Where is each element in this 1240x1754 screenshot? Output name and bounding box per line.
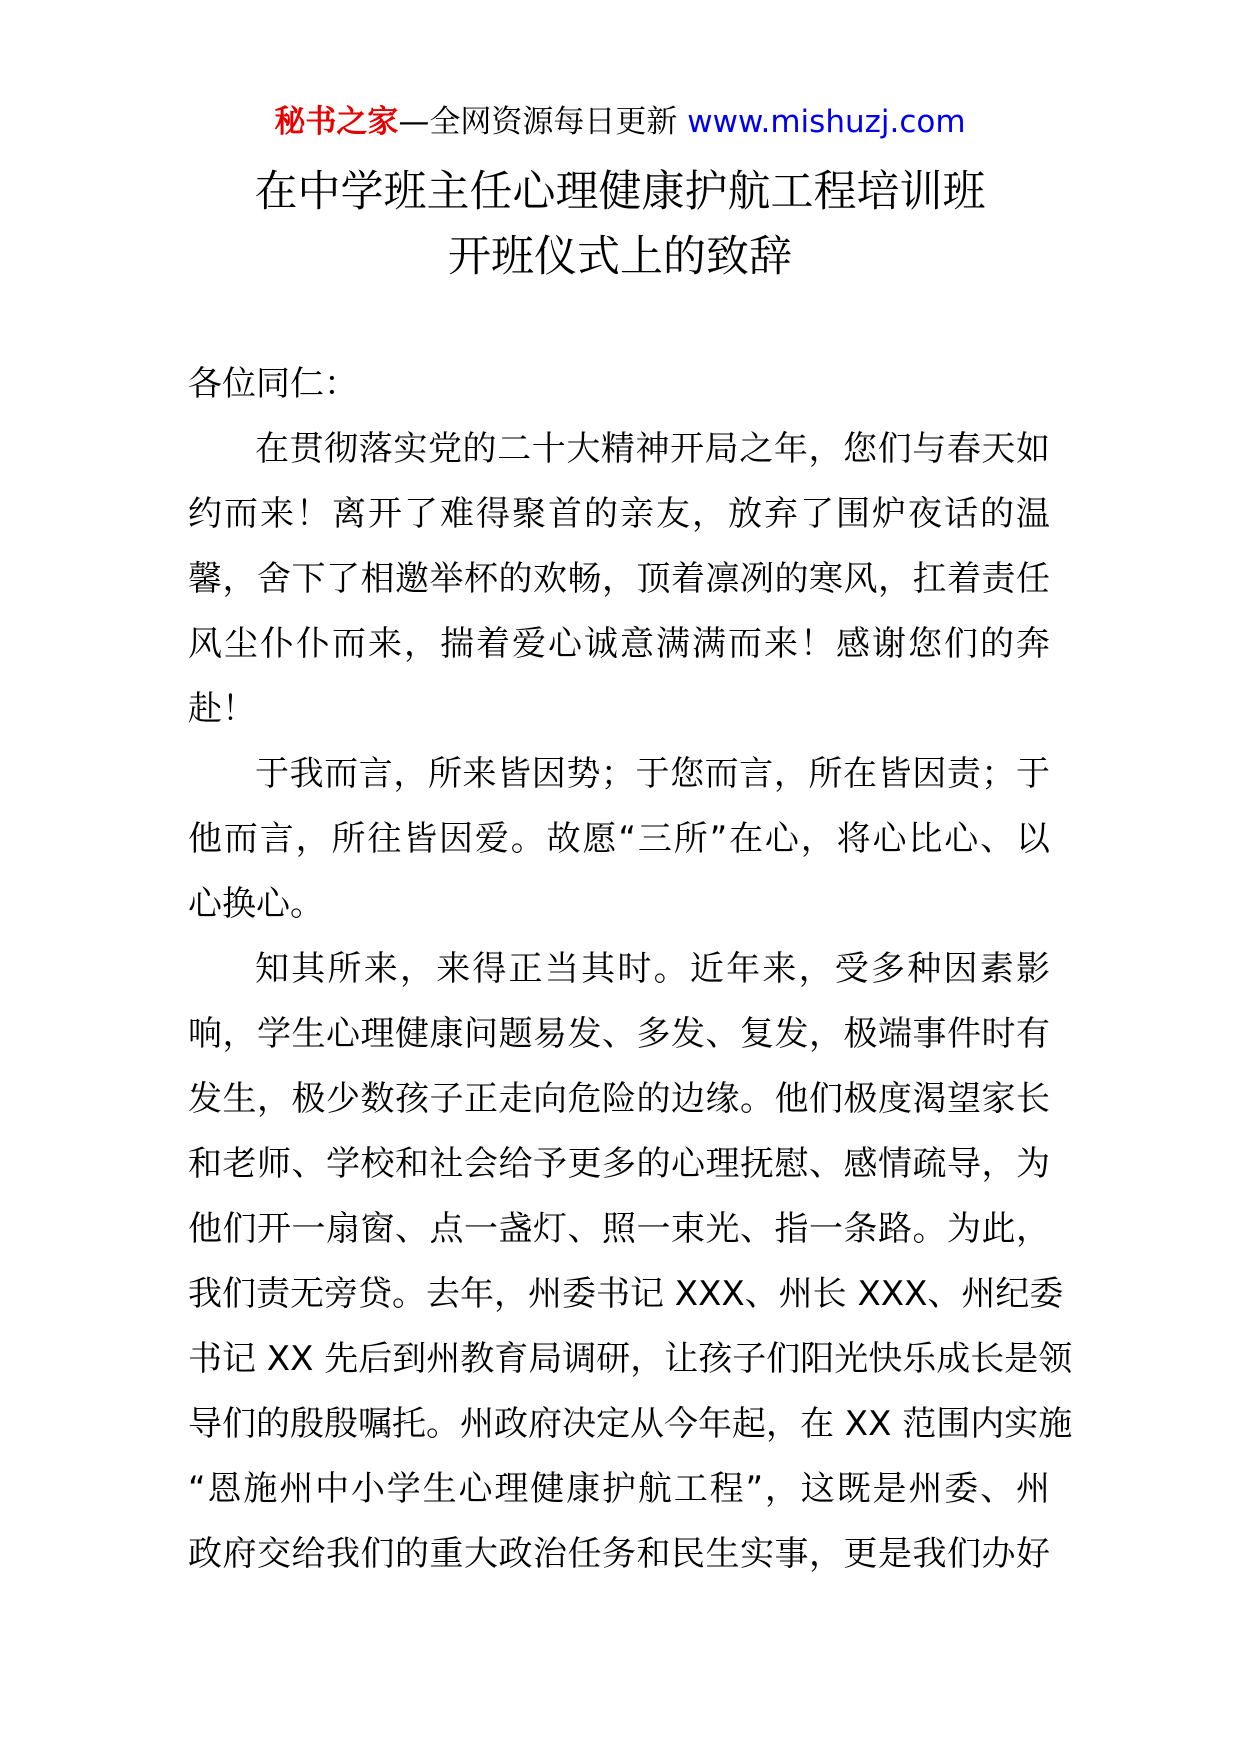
body-text-line: 我们责无旁贷。去年，州委书记 XXX、州长 XXX、州纪委 (188, 1274, 1064, 1314)
body-text-line: “恩施州中小学生心理健康护航工程”，这既是州委、州 (188, 1469, 1050, 1509)
body-text-line: 风尘仆仆而来，揣着爱心诚意满满而来！感谢您们的奔 (188, 624, 1050, 664)
body-text-line: 他们开一扇窗、点一盏灯、照一束光、指一条路。为此， (188, 1209, 1050, 1249)
document-title-line-2: 开班仪式上的致辞 (448, 232, 792, 282)
body-text-line: 发生，极少数孩子正走向危险的边缘。他们极度渴望家长 (188, 1079, 1050, 1119)
body-text-line: 政府交给我们的重大政治任务和民生实事，更是我们办好 (188, 1534, 1050, 1574)
body-text-line: 心换心。 (188, 884, 324, 924)
banner-slogan: —全网资源每日更新 (398, 104, 688, 140)
body-text-line: 他而言，所往皆因爱。故愿“三所”在心，将心比心、以 (188, 819, 1050, 859)
site-banner (0, 100, 1240, 144)
brand-name: 秘书之家 (274, 104, 399, 140)
body-text-line: 导们的殷殷嘱托。州政府决定从今年起，在 XX 范围内实施 (188, 1404, 1073, 1444)
site-url-link[interactable]: www.mishuzj.com (687, 104, 966, 140)
body-text-line: 响，学生心理健康问题易发、多发、复发，极端事件时有 (188, 1014, 1050, 1054)
body-text-line: 和老师、学校和社会给予更多的心理抚慰、感情疏导，为 (188, 1144, 1050, 1184)
greeting: 各位同仁： (188, 364, 358, 404)
body-text-line: 约而来！离开了难得聚首的亲友，放弃了围炉夜话的温 (188, 494, 1050, 534)
body-text-line: 书记 XX 先后到州教育局调研，让孩子们阳光快乐成长是领 (188, 1339, 1073, 1379)
body-text-line: 馨，舍下了相邀举杯的欢畅，顶着凛冽的寒风，扛着责任 (188, 559, 1050, 599)
body-text-line: 赴！ (188, 689, 256, 729)
body-text-line: 知其所来，来得正当其时。近年来，受多种因素影 (255, 949, 1050, 989)
document-title-line-1: 在中学班主任心理健康护航工程培训班 (254, 167, 986, 217)
body-text-line: 于我而言，所来皆因势；于您而言，所在皆因责；于 (255, 754, 1050, 794)
body-text-line: 在贯彻落实党的二十大精神开局之年，您们与春天如 (255, 429, 1050, 469)
